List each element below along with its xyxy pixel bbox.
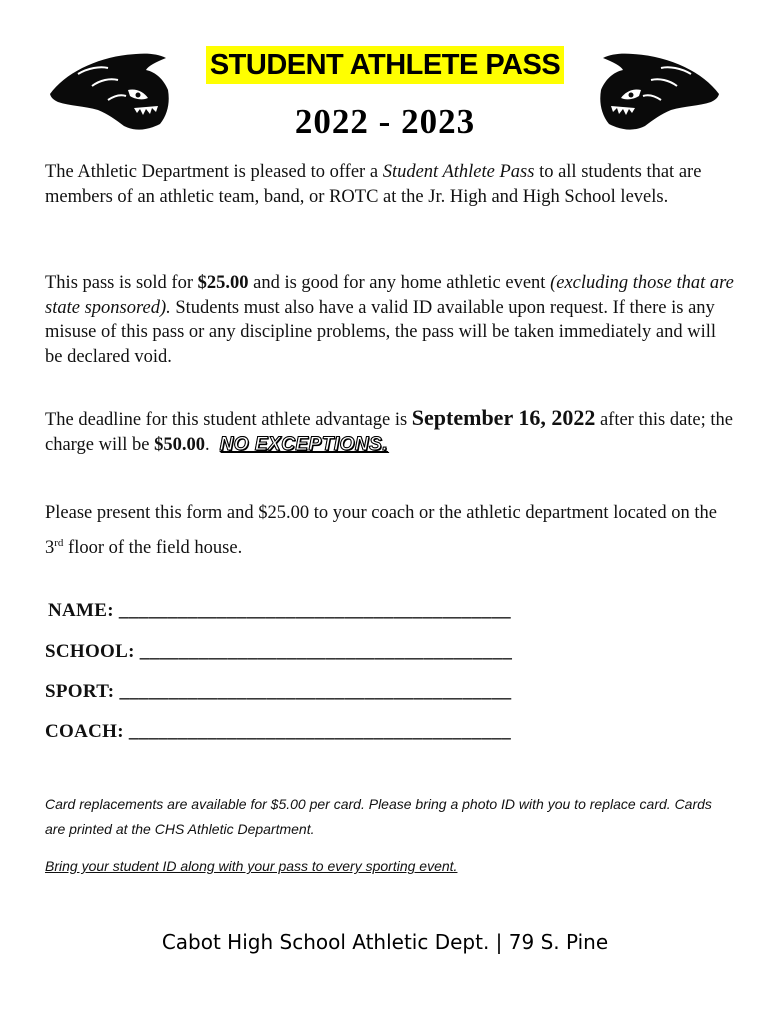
deadline-date: September 16, 2022 (411, 405, 596, 430)
intro-text-end: to all students that are members of an athletic team, band, or ROTC at the Jr. High and High School levels. (45, 162, 702, 207)
coach-field[interactable]: COACH: _______________________________________ (45, 721, 512, 742)
school-field[interactable]: SCHOOL: ______________________________________ (45, 641, 513, 662)
instructions-text-end: floor of the field house. (63, 538, 243, 559)
late-price: $50.00 (154, 434, 205, 455)
deadline-text-mid: after this date; the charge will be (45, 410, 733, 455)
footer-address: Cabot High School Athletic Dept. | 79 S. Pine (161, 930, 609, 954)
deadline-paragraph (45, 406, 735, 457)
price-text-end: Students must also have a valid ID available upon request. If there is any misuse of this pass or any discipline problems, the pass will be taken immediately and will be declared void. (45, 297, 717, 367)
price-text: This pass is sold for (45, 273, 198, 293)
price-paragraph (45, 271, 735, 369)
bring-id-note: Bring your student ID along with your pass to every sporting event. (45, 858, 458, 874)
ordinal-suffix: rd (54, 537, 64, 549)
deadline-text: The deadline for this student athlete advantage is (45, 410, 412, 430)
exclusion-note: (excluding those that are state sponsored). (45, 273, 734, 318)
sport-field[interactable]: SPORT: ________________________________________ (45, 681, 512, 702)
instructions-paragraph (45, 498, 735, 563)
pass-name: Student Athlete Pass (382, 162, 535, 182)
replacement-note: Card replacements are available for $5.00 per card. Please bring a photo ID with you to replace card. Cards are printed at the CHS Athletic Department. (45, 796, 712, 837)
intro-text: The Athletic Department is pleased to offer a (45, 162, 383, 182)
instructions-text: Please present this form and $25.00 to your coach or the athletic department located on the 3 (45, 503, 717, 559)
title-wrapper (0, 46, 770, 84)
deadline-period: . (204, 434, 210, 455)
no-exceptions-label: NO EXCEPTIONS. (219, 433, 389, 455)
price-value: $25.00 (197, 273, 249, 293)
name-field[interactable]: NAME: ________________________________________ (48, 600, 511, 621)
intro-paragraph (45, 160, 735, 209)
price-text-mid: and is good for any home athletic event (248, 273, 551, 293)
school-year: 2022 - 2023 (294, 102, 476, 141)
page-title: STUDENT ATHLETE PASS (206, 46, 564, 84)
